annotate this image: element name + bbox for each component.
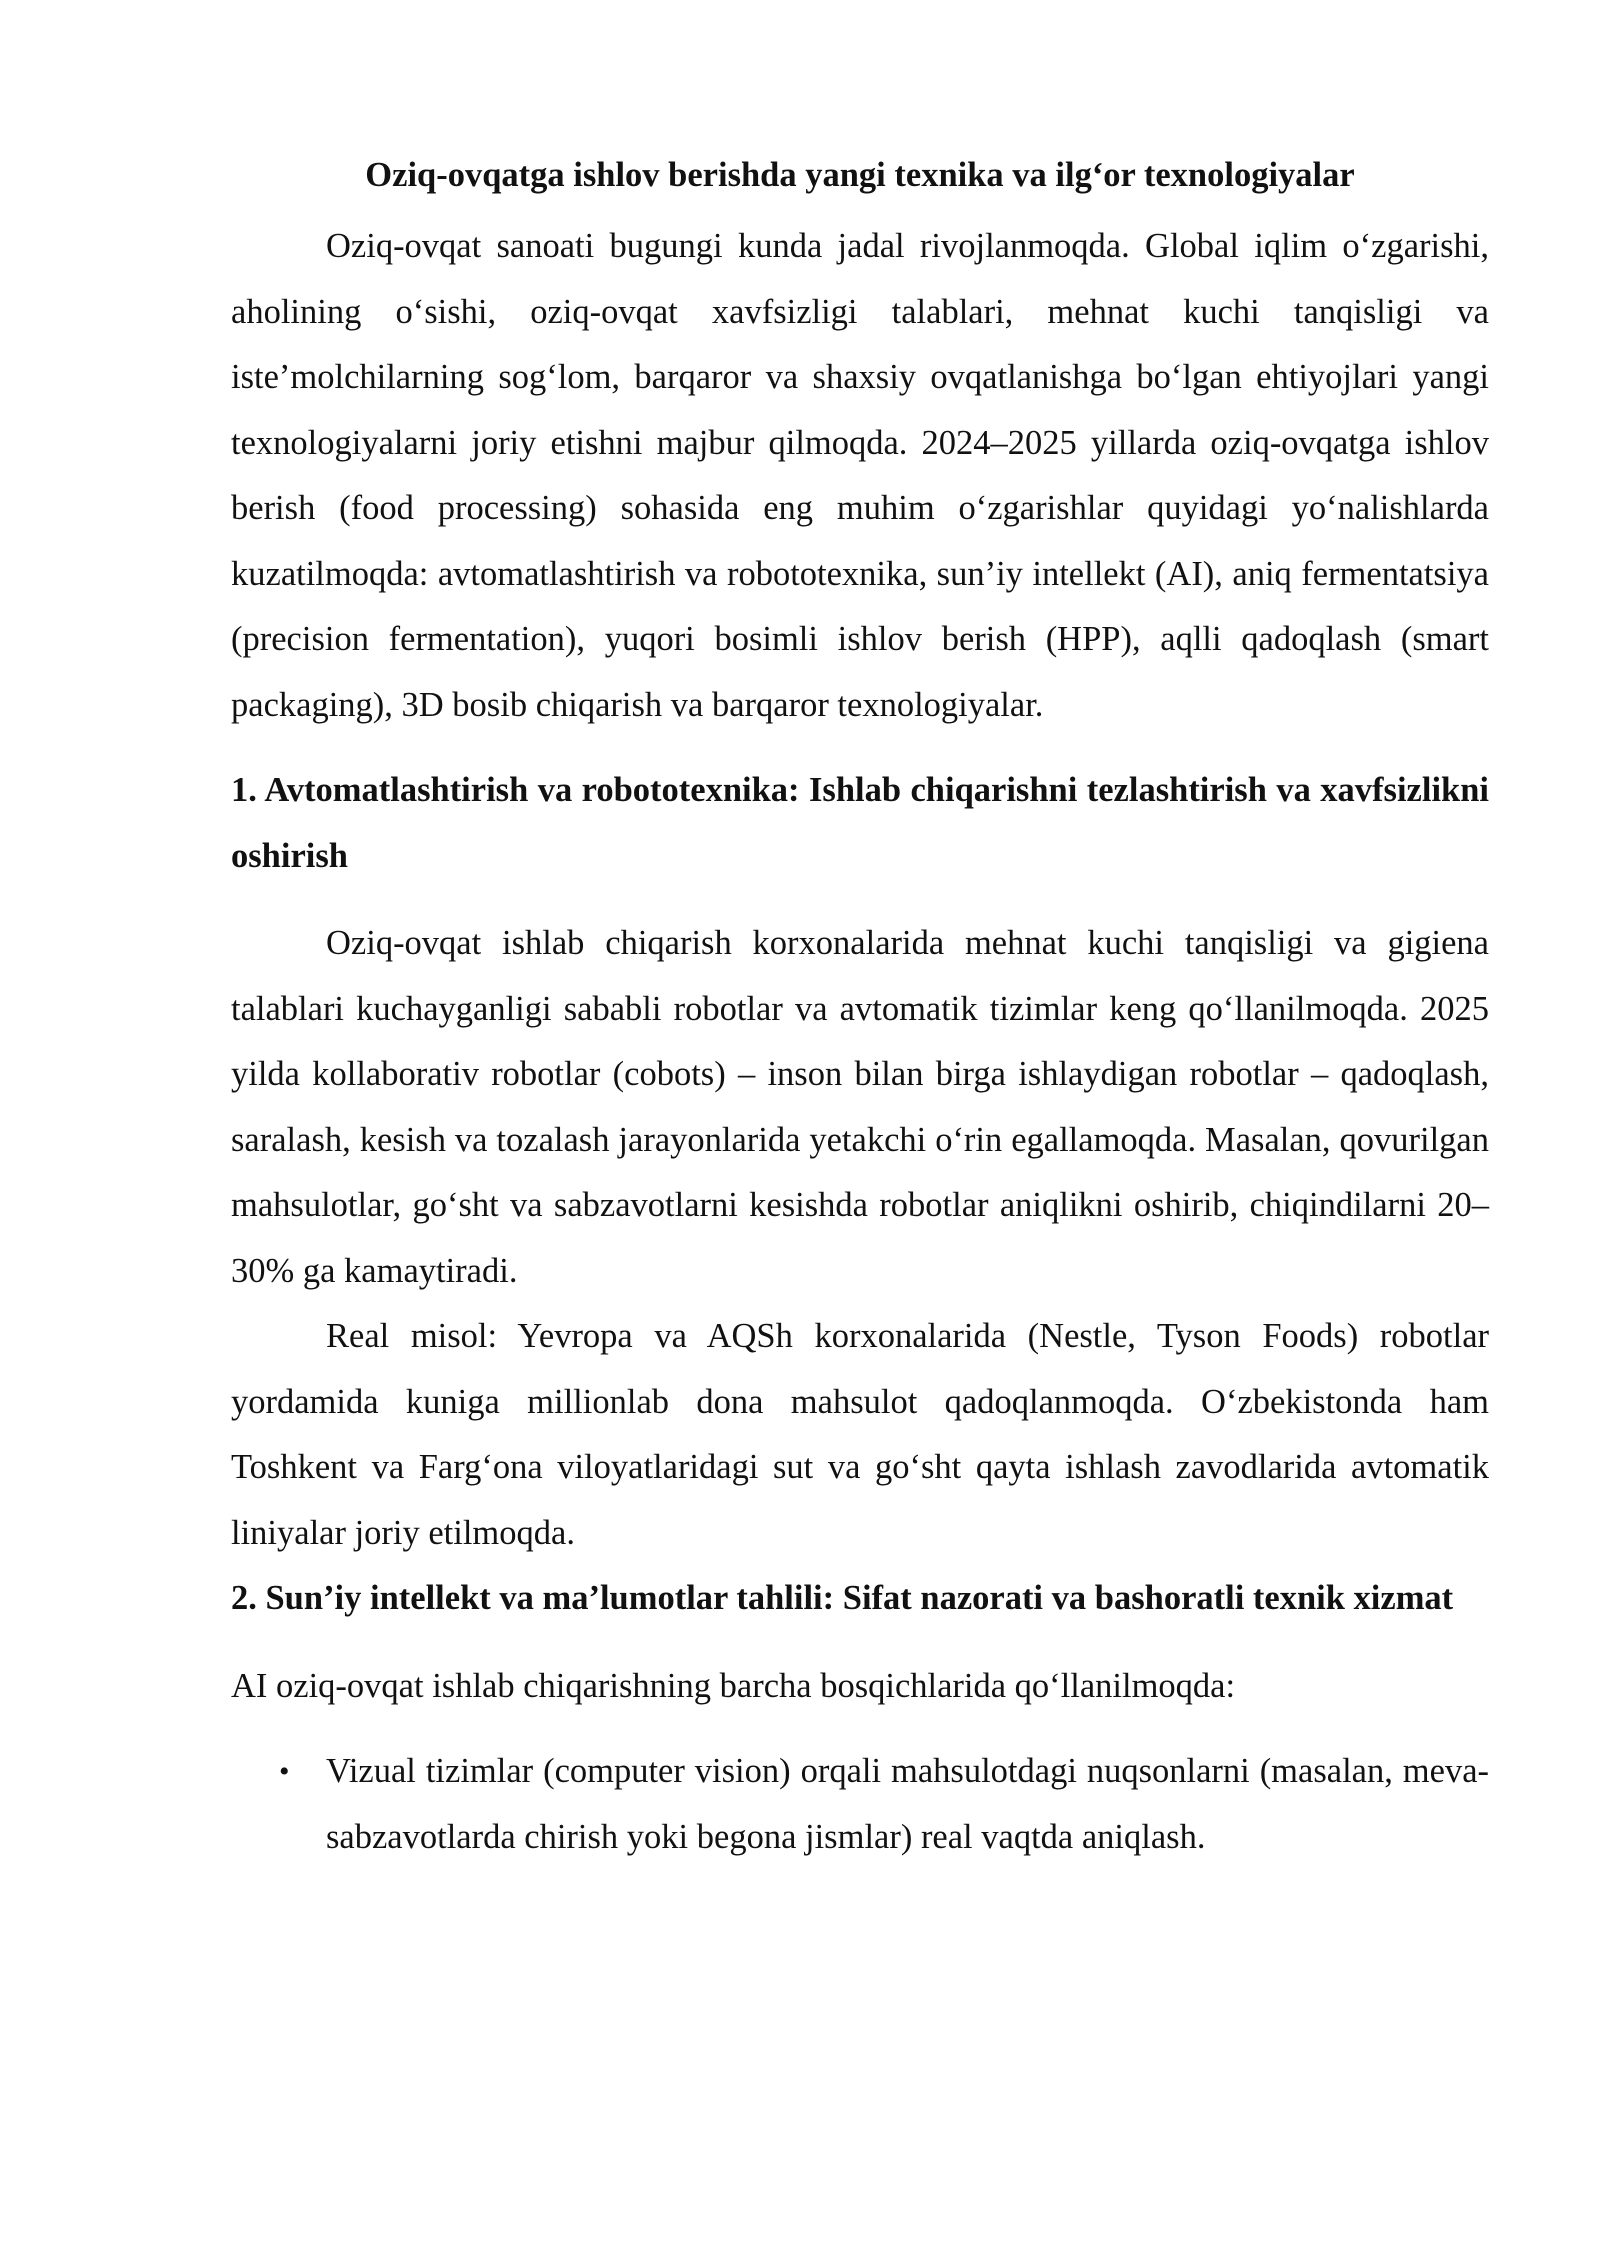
list-item-text: Vizual tizimlar (computer vision) orqali mahsulotdagi nuqsonlarni (masalan, meva-sabzavotlarda chirish yoki begona jismlar) real vaqtda aniqlash. <box>326 1752 1489 1856</box>
bullet-list <box>231 1739 1489 1870</box>
document-title: Oziq-ovqatga ishlov berishda yangi texnika va ilg‘or texnologiyalar <box>365 156 1355 194</box>
document-page <box>231 150 1489 1870</box>
bullet-marker: • <box>279 1755 290 1788</box>
section-1-paragraph-2: Real misol: Yevropa va AQSh korxonalarida (Nestle, Tyson Foods) robotlar yordamida kuniga millionlab dona mahsulot qadoqlanmoqda. O‘zbekistonda ham Toshkent va Farg‘ona viloyatlaridagi sut va go‘sht qayta ishlash zavodlarida avtomatik liniyalar joriy etilmoqda. <box>231 1317 1489 1552</box>
list-item <box>231 1739 1489 1870</box>
spacer <box>231 1632 1489 1654</box>
section-1-paragraph-1: Oziq-ovqat ishlab chiqarish korxonalarida mehnat kuchi tanqisligi va gigiena talablari kuchayganligi sababli robotlar va avtomatik tizimlar keng qo‘llanilmoqda. 2025 yilda kollaborativ robotlar (cobots) – inson bilan birga ishlaydigan robotlar – qadoqlash, saralash, kesish va tozalash jarayonlarida yetakchi o‘rin egallamoqda. Masalan, qovurilgan mahsulotlar, go‘sht va sabzavotlarni kesishda robotlar aniqlikni oshirib, chiqindilarni 20–30% ga kamaytiradi. <box>231 924 1489 1290</box>
intro-paragraph: Oziq-ovqat sanoati bugungi kunda jadal rivojlanmoqda. Global iqlim o‘zgarishi, aholining o‘sishi, oziq-ovqat xavfsizligi talablari, mehnat kuchi tanqisligi va iste’molchilarning sog‘lom, barqaror va shaxsiy ovqatlanishga bo‘lgan ehtiyojlari yangi texnologiyalarni joriy etishni majbur qilmoqda. 2024–2025 yillarda oziq-ovqatga ishlov berish (food processing) sohasida eng muhim o‘zgarishlar quyidagi yo‘nalishlarda kuzatilmoqda: avtomatlashtirish va robototexnika, sun’iy intellekt (AI), aniq fermentatsiya (precision fermentation), yuqori bosimli ishlov berish (HPP), aqlli qadoqlash (smart packaging), 3D bosib chiqarish va barqaror texnologiyalar. <box>231 227 1489 724</box>
section-2-lead: AI oziq-ovqat ishlab chiqarishning barcha bosqichlarida qo‘llanilmoqda: <box>231 1666 1236 1705</box>
section-1-heading: 1. Avtomatlashtirish va robototexnika: Ishlab chiqarishni tezlashtirish va xavfsizlikni oshirish <box>231 771 1489 875</box>
spacer <box>231 738 1489 758</box>
section-2-heading: 2. Sun’iy intellekt va ma’lumotlar tahlili: Sifat nazorati va bashoratli texnik xizmat <box>231 1579 1454 1617</box>
spacer <box>231 889 1489 911</box>
